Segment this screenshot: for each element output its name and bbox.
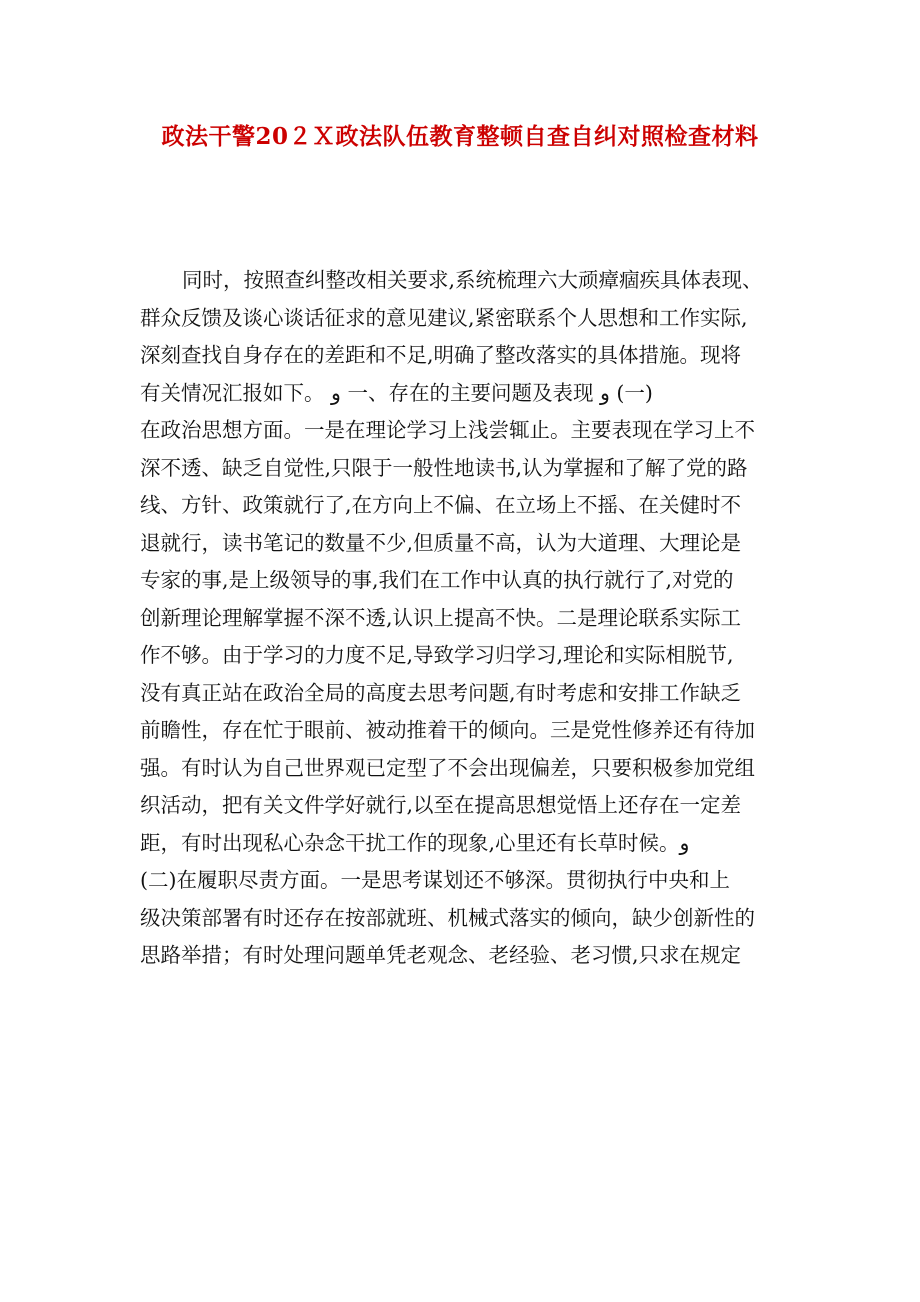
body-line: 思路举措；有时处理问题单凭老观念、老经验、老习惯,只求在规定 (140, 943, 742, 967)
body-line: 在政治思想方面。一是在理论学习上浅尝辄止。主要表现在学习上不 (140, 418, 755, 442)
body-line: 线、方针、政策就行了,在方向上不偏、在立场上不摇、在关健时不 (140, 493, 742, 517)
body-line: 作不够。由于学习的力度不足,导致学习归学习,理论和实际相脱节, (140, 643, 734, 667)
body-line: (二)在履职尽责方面。一是思考谋划还不够深。贯彻执行中央和上 (140, 868, 730, 892)
body-line: 深不透、缺乏自觉性,只限于一般性地读书,认为掌握和了解了党的路 (140, 455, 748, 480)
body-line: 前瞻性，存在忙于眼前、被动推着干的倾向。三是党性修养还有待加 (140, 718, 755, 742)
body-line: 退就行，读书笔记的数量不少,但质量不高，认为大道理、大理论是 (140, 530, 742, 555)
body-line: 级决策部署有时还存在按部就班、机械式落实的倾向，缺少创新性的 (140, 905, 755, 930)
body-line: 群众反馈及谈心谈话征求的意见建议,紧密联系个人思想和工作实际, (140, 305, 748, 330)
body-line: 距，有时出现私心杂念干扰工作的现象,心里还有长草时候。و (140, 830, 690, 855)
body-line: 织活动，把有关文件学好就行,以至在提高思想觉悟上还存在一定差 (140, 793, 742, 817)
body-line: 有关情况汇报如下。﻿ و 一、存在的主要问题及表现﻿ و (一) (140, 380, 653, 405)
body-line: 深刻查找自身存在的差距和不足,明确了整改落实的具体措施。现将 (140, 343, 742, 367)
body-line: 专家的事,是上级领导的事,我们在工作中认真的执行就行了,对党的 (140, 568, 734, 592)
document-body (140, 262, 785, 975)
body-line: 同时，按照查纠整改相关要求,系统梳理六大顽瘴痼疾具体表现、 (182, 268, 763, 292)
document-title: 政法干警20２Ｘ政法队伍教育整顿自查自纠对照检查材料 (161, 123, 759, 150)
body-line: 强。有时认为自己世界观已定型了不会出现偏差，只要积极参加党组 (140, 755, 755, 780)
body-line: 没有真正站在政治全局的高度去思考问题,有时考虑和安排工作缺乏 (140, 680, 742, 705)
body-line: 创新理论理解掌握不深不透,认识上提高不快。二是理论联系实际工 (140, 605, 742, 630)
